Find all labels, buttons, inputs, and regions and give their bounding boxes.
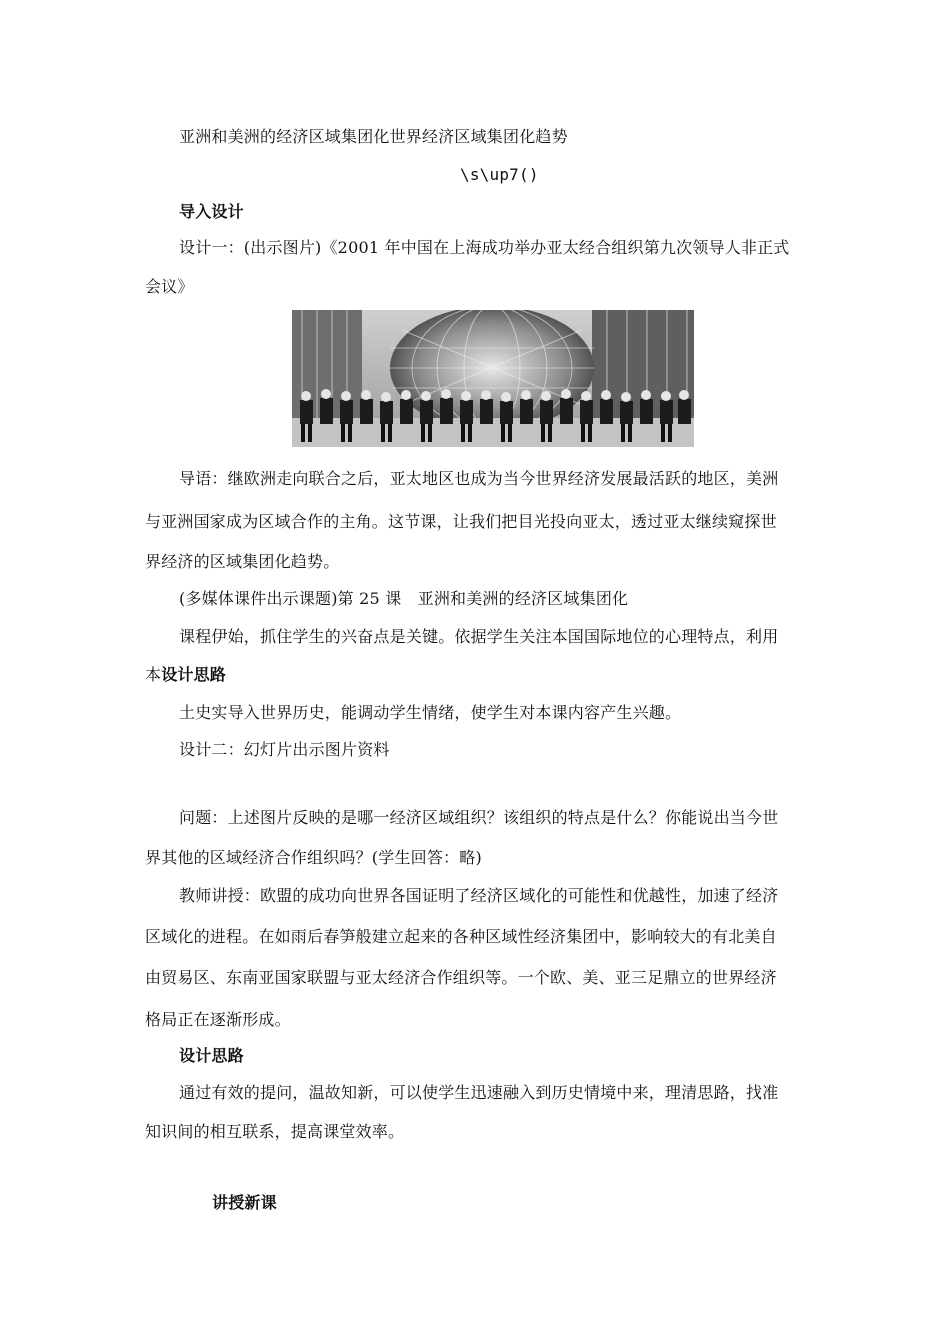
intro-line-3: 界经济的区域集团化趋势。 [145,552,340,571]
lesson-title: (多媒体课件出示课题)第 25 课 亚洲和美洲的经济区域集团化 [179,589,629,608]
page-title: 亚洲和美洲的经济区域集团化世界经济区域集团化趋势 [179,127,568,146]
course-line-1: 课程伊始，抓住学生的兴奋点是关键。依据学生关注本国国际地位的心理特点，利用 [179,627,779,646]
apec-photo-illustration [292,310,694,447]
design-ideas-line-2: 知识间的相互联系，提高课堂效率。 [145,1122,405,1141]
heading-new-lesson: 讲授新课 [212,1193,277,1212]
field-code: \s\up7() [460,165,539,184]
intro-line-1: 导语：继欧洲走向联合之后，亚太地区也成为当今世界经济发展最活跃的地区，美洲 [179,469,779,488]
teacher-line-2: 区域化的进程。在如雨后春笋般建立起来的各种区域性经济集团中，影响较大的有北美自 [145,927,777,946]
inline-design-heading: 设计思路 [161,665,227,684]
course-line-2 [145,665,226,685]
heading-intro-design: 导入设计 [179,202,244,221]
course-line-3: 土史实导入世界历史，能调动学生情绪，使学生对本课内容产生兴趣。 [179,703,682,722]
design-ideas-line-1: 通过有效的提问，温故知新，可以使学生迅速融入到历史情境中来，理清思路，找准 [179,1083,779,1102]
question-line-2: 界其他的区域经济合作组织吗？(学生回答：略) [145,848,482,867]
apec-meeting-photo [292,310,694,447]
intro-line-2: 与亚洲国家成为区域合作的主角。这节课，让我们把目光投向亚太，透过亚太继续窥探世 [145,512,777,531]
course-line-2-prefix: 本 [145,665,162,684]
teacher-line-1: 教师讲授：欧盟的成功向世界各国证明了经济区域化的可能性和优越性，加速了经济 [179,886,779,905]
heading-design-ideas: 设计思路 [179,1046,244,1065]
design-two-line: 设计二：幻灯片出示图片资料 [179,740,390,759]
question-line-1: 问题：上述图片反映的是哪一经济区域组织？该组织的特点是什么？你能说出当今世 [179,808,779,827]
teacher-line-4: 格局正在逐渐形成。 [145,1010,291,1029]
teacher-line-3: 由贸易区、东南亚国家联盟与亚太经济合作组织等。一个欧、美、亚三足鼎立的世界经济 [145,968,777,987]
design-one-line-1: 设计一：(出示图片)《2001 年中国在上海成功举办亚太经合组织第九次领导人非正式 [179,238,790,257]
design-one-line-2: 会议》 [145,277,194,296]
